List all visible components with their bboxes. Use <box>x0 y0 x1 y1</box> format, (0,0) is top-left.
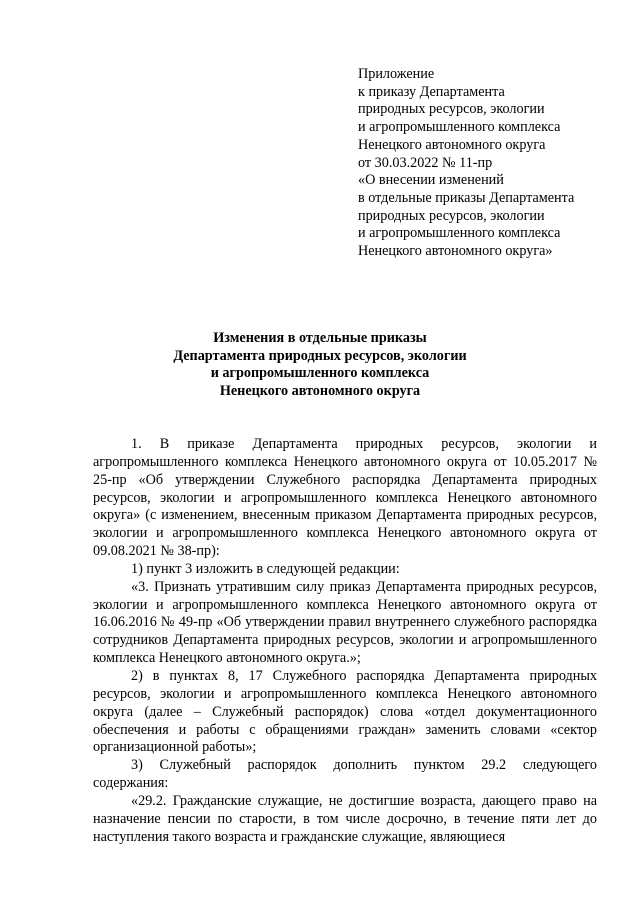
document-body <box>93 436 597 846</box>
annex-line: и агропромышленного комплекса <box>358 225 561 242</box>
annex-line: в отдельные приказы Департамента <box>358 189 575 206</box>
annex-line: к приказу Департамента <box>358 83 505 100</box>
annex-line: от 30.03.2022 № 11-пр <box>358 154 493 171</box>
paragraph: 2) в пунктах 8, 17 Служебного распорядка Департамента природных ресурсов, экологии и агропромышленного комплекса Ненецкого автономного округа (далее – Служебный распорядок) слова «отдел документационного обеспечения и работы с обращениями граждан» заменить словами «сектор организационной работы»; <box>93 667 597 756</box>
annex-line: и агропромышленного комплекса <box>358 119 561 136</box>
document-title <box>0 330 640 401</box>
annex-line: Ненецкого автономного округа <box>358 136 546 153</box>
annex-line: «О внесении изменений <box>358 172 504 189</box>
title-line: Ненецкого автономного округа <box>219 383 421 400</box>
annex-line: Ненецкого автономного округа» <box>358 243 553 260</box>
annex-line: природных ресурсов, экологии <box>358 101 545 118</box>
title-line: Департамента природных ресурсов, экологии <box>173 347 467 364</box>
annex-line: Приложение <box>358 66 435 82</box>
paragraph: «29.2. Гражданские служащие, не достигшие возраста, дающего право на назначение пенсии по старости, в том числе досрочно, в течение пяти лет до наступления такого возраста и гражданские служащие, являющиеся <box>93 792 597 845</box>
title-line: Изменения в отдельные приказы <box>213 330 427 346</box>
paragraph: «3. Признать утратившим силу приказ Департамента природных ресурсов, экологии и агропромышленного комплекса Ненецкого автономного округа от 16.06.2016 № 49-пр «Об утверждении правил внутреннего служебного распорядка сотрудников Департамента природных ресурсов, экологии и агропромышленного комплекса Ненецкого автономного округа.»; <box>93 578 597 667</box>
title-line: и агропромышленного комплекса <box>210 365 430 382</box>
paragraph: 1) пункт 3 изложить в следующей редакции: <box>131 560 400 577</box>
paragraph: 1. В приказе Департамента природных ресурсов, экологии и агропромышленного комплекса Ненецкого автономного округа от 10.05.2017 № 25-пр «Об утверждении Служебного распорядка Департамента природных ресурсов, экологии и агропромышленного комплекса Ненецкого автономного округа» (с изменением, внесенным приказом Департамента природных ресурсов, экологии и агропромышленного комплекса Ненецкого автономного округа от 09.08.2021 № 38-пр): <box>93 436 597 560</box>
annex-line: природных ресурсов, экологии <box>358 207 545 224</box>
paragraph: 3) Служебный распорядок дополнить пунктом 29.2 следующего содержания: <box>93 757 597 792</box>
annex-block <box>358 66 574 261</box>
